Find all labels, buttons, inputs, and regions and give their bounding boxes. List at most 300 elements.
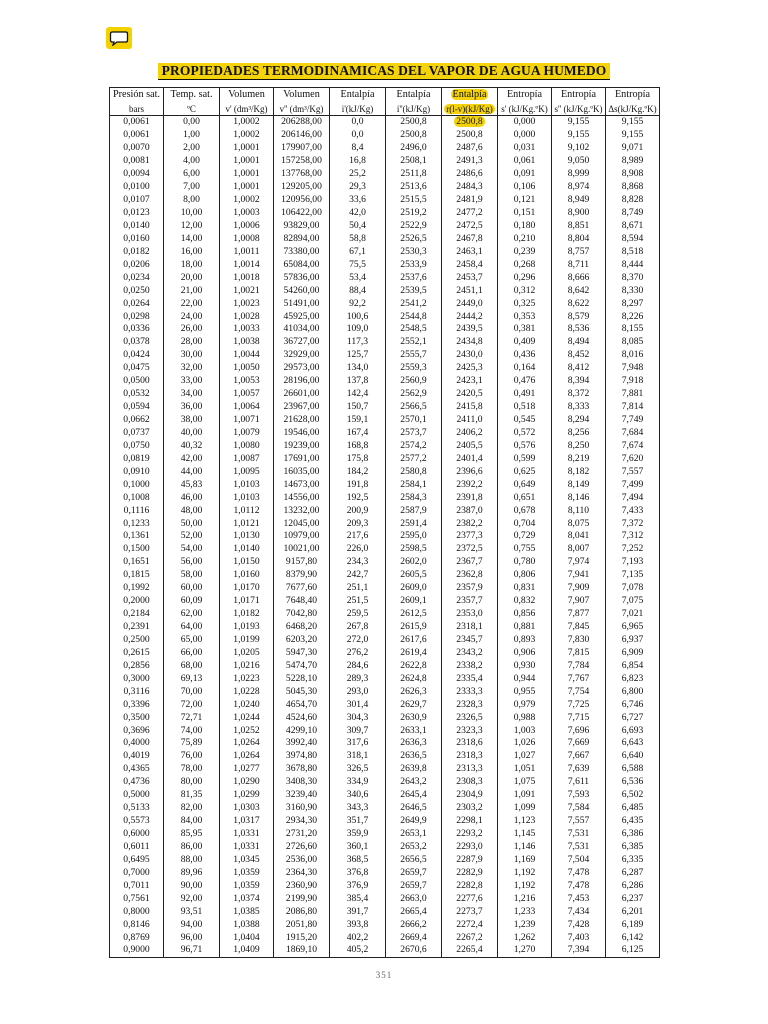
table-cell: 2636,3 <box>386 737 442 750</box>
table-cell: 1,0223 <box>220 672 274 685</box>
table-cell: 117,3 <box>330 336 386 349</box>
table-cell: 96,00 <box>164 931 220 944</box>
table-cell: 8,642 <box>552 284 606 297</box>
table-cell: 2449,0 <box>442 297 498 310</box>
table-cell: 0,0500 <box>110 375 164 388</box>
table-row <box>110 634 660 647</box>
table-cell: 2500,8 <box>442 129 498 142</box>
table-cell: 6,385 <box>606 841 660 854</box>
table-cell: 2666,2 <box>386 918 442 931</box>
table-cell: 0,2500 <box>110 634 164 647</box>
table-cell: 0,1233 <box>110 517 164 530</box>
table-row <box>110 556 660 569</box>
table-cell: 72,71 <box>164 711 220 724</box>
table-cell: 4299,10 <box>274 724 330 737</box>
table-cell: 2303,2 <box>442 802 498 815</box>
table-cell: 2577,2 <box>386 452 442 465</box>
table-cell: 8,085 <box>606 336 660 349</box>
table-row <box>110 194 660 207</box>
table-row <box>110 504 660 517</box>
table-cell: 0,2184 <box>110 608 164 621</box>
table-cell: 0,268 <box>498 258 552 271</box>
table-cell: 1,0103 <box>220 491 274 504</box>
table-row <box>110 310 660 323</box>
table-cell: 2566,5 <box>386 401 442 414</box>
table-cell: 2626,3 <box>386 685 442 698</box>
table-cell: 6,125 <box>606 944 660 957</box>
table-cell: 65084,00 <box>274 258 330 271</box>
table-cell: 14673,00 <box>274 478 330 491</box>
table-cell: 1,026 <box>498 737 552 750</box>
table-cell: 7,767 <box>552 672 606 685</box>
table-cell: 1,0130 <box>220 530 274 543</box>
table-cell: 8,149 <box>552 478 606 491</box>
table-cell: 301,4 <box>330 698 386 711</box>
column-unit: bars <box>110 102 164 116</box>
table-cell: 12,00 <box>164 220 220 233</box>
table-cell: 1,0001 <box>220 155 274 168</box>
table-row <box>110 931 660 944</box>
table-cell: 6,588 <box>606 763 660 776</box>
table-cell: 2584,1 <box>386 478 442 491</box>
table-cell: 2513,6 <box>386 181 442 194</box>
table-cell: 7,620 <box>606 452 660 465</box>
table-row <box>110 491 660 504</box>
table-row <box>110 375 660 388</box>
table-cell: 7,504 <box>552 853 606 866</box>
table-cell: 0,2000 <box>110 595 164 608</box>
table-cell: 6468,20 <box>274 621 330 634</box>
table-cell: 109,0 <box>330 323 386 336</box>
table-cell: 184,2 <box>330 465 386 478</box>
table-cell <box>442 116 498 129</box>
table-cell: 2573,7 <box>386 427 442 440</box>
table-cell: 17691,00 <box>274 452 330 465</box>
table-cell: 2318,1 <box>442 621 498 634</box>
table-cell: 58,8 <box>330 232 386 245</box>
table-cell: 33,6 <box>330 194 386 207</box>
table-cell: 0,831 <box>498 582 552 595</box>
table-cell: 2333,3 <box>442 685 498 698</box>
table-row <box>110 866 660 879</box>
table-cell: 2387,0 <box>442 504 498 517</box>
table-cell: 7,754 <box>552 685 606 698</box>
table-cell: 0,0061 <box>110 116 164 129</box>
table-cell: 32,00 <box>164 362 220 375</box>
table-cell: 7,830 <box>552 634 606 647</box>
column-unit: v' (dm³/Kg) <box>220 102 274 116</box>
table-cell: 7,611 <box>552 776 606 789</box>
table-row <box>110 414 660 427</box>
table-cell: 6,854 <box>606 659 660 672</box>
table-cell: 24,00 <box>164 310 220 323</box>
table-cell: 2645,4 <box>386 789 442 802</box>
table-cell: 1,192 <box>498 866 552 879</box>
table-row <box>110 724 660 737</box>
table-cell: 9,155 <box>552 129 606 142</box>
table-cell: 2463,1 <box>442 245 498 258</box>
table-cell: 1,0345 <box>220 853 274 866</box>
table-cell: 200,9 <box>330 504 386 517</box>
table-cell: 42,0 <box>330 207 386 220</box>
table-cell: 0,0378 <box>110 336 164 349</box>
table-cell: 1,0033 <box>220 323 274 336</box>
table-cell: 0,296 <box>498 271 552 284</box>
table-cell: 2282,9 <box>442 866 498 879</box>
table-cell: 50,4 <box>330 220 386 233</box>
table-cell: 7,881 <box>606 388 660 401</box>
table-cell: 2670,6 <box>386 944 442 957</box>
table-cell: 0,729 <box>498 530 552 543</box>
table-cell: 73380,00 <box>274 245 330 258</box>
table-cell: 74,00 <box>164 724 220 737</box>
table-cell: 0,678 <box>498 504 552 517</box>
table-cell: 2541,2 <box>386 297 442 310</box>
table-cell: 2444,2 <box>442 310 498 323</box>
table-cell: 23967,00 <box>274 401 330 414</box>
table-cell: 8,333 <box>552 401 606 414</box>
table-cell: 28196,00 <box>274 375 330 388</box>
table-cell: 276,2 <box>330 646 386 659</box>
speech-bubble-icon[interactable] <box>106 27 132 49</box>
table-cell: 1,099 <box>498 802 552 815</box>
table-cell: 0,1116 <box>110 504 164 517</box>
table-row <box>110 672 660 685</box>
table-cell: 0,0532 <box>110 388 164 401</box>
table-row <box>110 116 660 129</box>
table-cell: 2,00 <box>164 142 220 155</box>
table-cell: 125,7 <box>330 349 386 362</box>
table-cell: 0,9000 <box>110 944 164 957</box>
table-cell: 8,00 <box>164 194 220 207</box>
table-cell: 0,164 <box>498 362 552 375</box>
table-cell: 0,151 <box>498 207 552 220</box>
table-cell: 2051,80 <box>274 918 330 931</box>
table-cell: 293,0 <box>330 685 386 698</box>
table-cell: 2484,3 <box>442 181 498 194</box>
table-cell: 7,593 <box>552 789 606 802</box>
table-cell: 2439,5 <box>442 323 498 336</box>
table-cell: 385,4 <box>330 892 386 905</box>
table-cell: 42,00 <box>164 452 220 465</box>
table-cell: 94,00 <box>164 918 220 931</box>
table-cell: 8,007 <box>552 543 606 556</box>
table-cell: 7677,60 <box>274 582 330 595</box>
table-cell: 0,704 <box>498 517 552 530</box>
table-cell: 75,5 <box>330 258 386 271</box>
table-cell: 8,182 <box>552 465 606 478</box>
table-cell: 7,372 <box>606 517 660 530</box>
table-cell: 1,0018 <box>220 271 274 284</box>
table-cell: 6,746 <box>606 698 660 711</box>
table-cell: 8,297 <box>606 297 660 310</box>
table-cell: 284,6 <box>330 659 386 672</box>
table-cell: 1,0050 <box>220 362 274 375</box>
table-row <box>110 776 660 789</box>
highlighted-cell: 2500,8 <box>456 116 483 128</box>
table-cell: 1,0193 <box>220 621 274 634</box>
table-cell: 2362,8 <box>442 569 498 582</box>
table-cell: 1,216 <box>498 892 552 905</box>
table-cell: 1,0317 <box>220 815 274 828</box>
table-cell: 33,00 <box>164 375 220 388</box>
table-cell: 8,804 <box>552 232 606 245</box>
table-cell: 92,2 <box>330 297 386 310</box>
table-cell: 6,823 <box>606 672 660 685</box>
table-cell: 360,1 <box>330 841 386 854</box>
table-cell: 7,725 <box>552 698 606 711</box>
table-cell: 0,106 <box>498 181 552 194</box>
table-cell: 6,201 <box>606 905 660 918</box>
table-cell: 1,0103 <box>220 478 274 491</box>
table-cell: 2313,3 <box>442 763 498 776</box>
table-cell: 6,536 <box>606 776 660 789</box>
table-cell: 6,335 <box>606 853 660 866</box>
table-cell: 2318,3 <box>442 750 498 763</box>
table-cell: 8,536 <box>552 323 606 336</box>
table-cell: 7,078 <box>606 582 660 595</box>
table-cell: 0,7000 <box>110 866 164 879</box>
table-cell: 4,00 <box>164 155 220 168</box>
table-cell: 0,0264 <box>110 297 164 310</box>
table-cell: 289,3 <box>330 672 386 685</box>
table-cell: 8,250 <box>552 439 606 452</box>
table-cell: 0,625 <box>498 465 552 478</box>
table-cell: 8379,90 <box>274 569 330 582</box>
table-cell: 1,027 <box>498 750 552 763</box>
table-cell: 1,0008 <box>220 232 274 245</box>
table-cell: 76,00 <box>164 750 220 763</box>
table-cell: 45,83 <box>164 478 220 491</box>
table-cell: 2382,2 <box>442 517 498 530</box>
table-cell: 393,8 <box>330 918 386 931</box>
table-cell: 2487,6 <box>442 142 498 155</box>
table-cell: 2272,4 <box>442 918 498 931</box>
table-cell: 0,4019 <box>110 750 164 763</box>
table-cell: 6,643 <box>606 737 660 750</box>
table-cell: 0,4000 <box>110 737 164 750</box>
table-cell: 0,0107 <box>110 194 164 207</box>
table-cell: 8,016 <box>606 349 660 362</box>
table-cell: 2326,5 <box>442 711 498 724</box>
table-cell: 1,0021 <box>220 284 274 297</box>
table-cell: 2328,3 <box>442 698 498 711</box>
table-row <box>110 220 660 233</box>
table-cell: 19546,00 <box>274 427 330 440</box>
table-cell: 1,0404 <box>220 931 274 944</box>
table-row <box>110 659 660 672</box>
table-cell: 7,815 <box>552 646 606 659</box>
table-cell: 0,0737 <box>110 427 164 440</box>
table-cell: 40,00 <box>164 427 220 440</box>
table-cell: 14556,00 <box>274 491 330 504</box>
table-cell: 2282,8 <box>442 879 498 892</box>
table-cell: 340,6 <box>330 789 386 802</box>
table-cell: 7,909 <box>552 582 606 595</box>
table-cell: 52,00 <box>164 530 220 543</box>
table-cell: 0,6495 <box>110 853 164 866</box>
column-header: Temp. sat. <box>164 88 220 103</box>
table-cell: 2401,4 <box>442 452 498 465</box>
table-cell: 318,1 <box>330 750 386 763</box>
table-cell: 1,233 <box>498 905 552 918</box>
table-cell: 3992,40 <box>274 737 330 750</box>
table-cell: 6,640 <box>606 750 660 763</box>
table-row <box>110 517 660 530</box>
table-cell: 8,330 <box>606 284 660 297</box>
table-cell: 2420,5 <box>442 388 498 401</box>
table-cell: 7,075 <box>606 595 660 608</box>
table-cell: 157258,00 <box>274 155 330 168</box>
column-header <box>442 88 498 103</box>
table-cell: 3408,30 <box>274 776 330 789</box>
column-unit: s' (kJ/Kg.ºK) <box>498 102 552 116</box>
table-cell: 1,0290 <box>220 776 274 789</box>
table-cell: 2293,2 <box>442 828 498 841</box>
table-cell: 16035,00 <box>274 465 330 478</box>
table-cell: 251,1 <box>330 582 386 595</box>
table-cell: 0,955 <box>498 685 552 698</box>
table-cell: 2653,1 <box>386 828 442 841</box>
table-cell: 2304,9 <box>442 789 498 802</box>
table-row <box>110 750 660 763</box>
table-cell: 1,0331 <box>220 841 274 854</box>
table-cell: 0,4736 <box>110 776 164 789</box>
table-row <box>110 439 660 452</box>
table-cell: 8,494 <box>552 336 606 349</box>
table-cell: 2609,1 <box>386 595 442 608</box>
table-cell: 402,2 <box>330 931 386 944</box>
table-cell: 2624,8 <box>386 672 442 685</box>
table-row <box>110 815 660 828</box>
table-cell: 0,0206 <box>110 258 164 271</box>
table-cell: 1,0409 <box>220 944 274 957</box>
table-cell: 2629,7 <box>386 698 442 711</box>
column-unit: ºC <box>164 102 220 116</box>
table-cell: 8,219 <box>552 452 606 465</box>
table-cell: 6,485 <box>606 802 660 815</box>
table-cell: 1,0011 <box>220 245 274 258</box>
table-cell: 2425,3 <box>442 362 498 375</box>
page-title: PROPIEDADES TERMODINAMICAS DEL VAPOR DE AGUA HUMEDO <box>158 63 611 80</box>
table-cell: 2335,4 <box>442 672 498 685</box>
table-cell: 7648,40 <box>274 595 330 608</box>
table-cell: 7,674 <box>606 439 660 452</box>
table-cell: 1,239 <box>498 918 552 931</box>
table-cell: 0,0424 <box>110 349 164 362</box>
table-row <box>110 944 660 957</box>
table-cell: 1,0244 <box>220 711 274 724</box>
table-row <box>110 905 660 918</box>
table-cell: 2405,5 <box>442 439 498 452</box>
table-cell: 351,7 <box>330 815 386 828</box>
table-row <box>110 207 660 220</box>
table-cell: 2415,8 <box>442 401 498 414</box>
table-cell: 7,433 <box>606 504 660 517</box>
table-cell: 9,155 <box>606 116 660 129</box>
table-row <box>110 582 660 595</box>
table-cell: 22,00 <box>164 297 220 310</box>
table-cell: 259,5 <box>330 608 386 621</box>
table-cell: 1,0057 <box>220 388 274 401</box>
table-cell: 1,0216 <box>220 659 274 672</box>
table-row <box>110 853 660 866</box>
table-cell: 29573,00 <box>274 362 330 375</box>
table-cell: 69,13 <box>164 672 220 685</box>
table-cell: 1,0087 <box>220 452 274 465</box>
table-cell: 1,0080 <box>220 439 274 452</box>
table-cell: 86,00 <box>164 841 220 854</box>
table-cell: 2559,3 <box>386 362 442 375</box>
table-cell: 2659,7 <box>386 866 442 879</box>
table-cell: 0,061 <box>498 155 552 168</box>
table-cell: 90,00 <box>164 879 220 892</box>
table-cell: 251,5 <box>330 595 386 608</box>
table-cell: 8,622 <box>552 297 606 310</box>
table-cell: 75,89 <box>164 737 220 750</box>
table-cell: 1,0170 <box>220 582 274 595</box>
table-cell: 0,031 <box>498 142 552 155</box>
table-cell: 7,252 <box>606 543 660 556</box>
table-cell: 96,71 <box>164 944 220 957</box>
table-cell: 93,51 <box>164 905 220 918</box>
table-cell: 206288,00 <box>274 116 330 129</box>
column-unit: i''(kJ/Kg) <box>386 102 442 116</box>
table-cell: 2481,9 <box>442 194 498 207</box>
table-cell: 0,0298 <box>110 310 164 323</box>
table-cell: 0,780 <box>498 556 552 569</box>
table-cell: 2353,0 <box>442 608 498 621</box>
table-cell: 0,832 <box>498 595 552 608</box>
column-unit <box>442 102 498 116</box>
table-cell: 2277,6 <box>442 892 498 905</box>
table-cell: 168,8 <box>330 439 386 452</box>
table-cell: 0,325 <box>498 297 552 310</box>
table-row <box>110 401 660 414</box>
table-cell: 44,00 <box>164 465 220 478</box>
table-cell: 2391,8 <box>442 491 498 504</box>
table-row <box>110 595 660 608</box>
table-cell: 7,394 <box>552 944 606 957</box>
table-cell: 0,576 <box>498 439 552 452</box>
table-cell: 41034,00 <box>274 323 330 336</box>
table-row <box>110 737 660 750</box>
table-cell: 1,075 <box>498 776 552 789</box>
table-cell: 21,00 <box>164 284 220 297</box>
table-cell: 2406,2 <box>442 427 498 440</box>
table-cell: 2605,5 <box>386 569 442 582</box>
table-cell: 234,3 <box>330 556 386 569</box>
table-cell: 7,00 <box>164 181 220 194</box>
table-cell: 8,868 <box>606 181 660 194</box>
table-cell: 2343,2 <box>442 646 498 659</box>
table-cell: 1,0003 <box>220 207 274 220</box>
table-cell: 7,453 <box>552 892 606 905</box>
table-cell: 1,123 <box>498 815 552 828</box>
table-cell: 92,00 <box>164 892 220 905</box>
table-cell: 0,0910 <box>110 465 164 478</box>
table-cell: 6,965 <box>606 621 660 634</box>
table-cell: 0,8146 <box>110 918 164 931</box>
table-row <box>110 621 660 634</box>
table-cell: 0,491 <box>498 388 552 401</box>
table-cell: 2411,0 <box>442 414 498 427</box>
table-row <box>110 258 660 271</box>
table-cell: 0,0100 <box>110 181 164 194</box>
table-cell: 1,0002 <box>220 129 274 142</box>
table-cell: 0,0475 <box>110 362 164 375</box>
table-cell: 2486,6 <box>442 168 498 181</box>
